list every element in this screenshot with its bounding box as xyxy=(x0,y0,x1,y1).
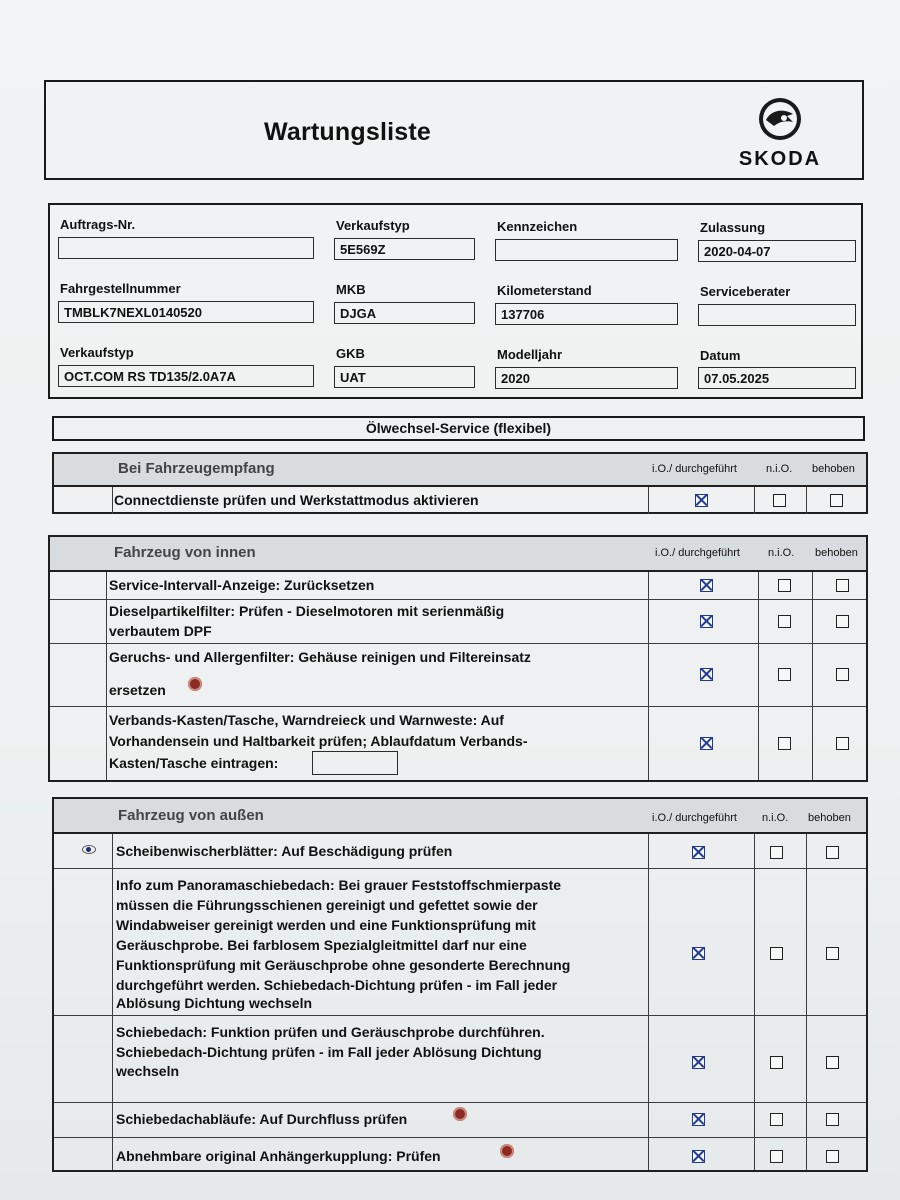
item-text-line1: Schiebedach: Funktion prüfen und Geräuschprobe durchführen. xyxy=(116,1024,545,1040)
gkb-label: GKB xyxy=(336,346,365,361)
nio-checkbox[interactable] xyxy=(770,947,783,960)
ok-checkbox[interactable] xyxy=(692,1056,705,1069)
datum-field[interactable]: 07.05.2025 xyxy=(698,367,856,389)
checklist-row xyxy=(54,869,866,1016)
checklist-row xyxy=(54,1103,866,1138)
checklist-row xyxy=(50,600,866,644)
ok-checkbox[interactable] xyxy=(700,668,713,681)
nio-checkbox[interactable] xyxy=(770,1113,783,1126)
verkaufstyp-text-label: Verkaufstyp xyxy=(60,345,134,360)
fixed-checkbox[interactable] xyxy=(826,1150,839,1163)
skoda-emblem-icon xyxy=(757,96,803,142)
item-text-line6: durchgeführt werden. Schiebedach-Dichtung prüfen - im Fall jeder xyxy=(116,977,558,993)
modelljahr-field[interactable]: 2020 xyxy=(495,367,678,389)
column-nio-header: n.i.O. xyxy=(762,812,789,824)
fixed-checkbox[interactable] xyxy=(826,947,839,960)
section-aussen xyxy=(52,797,868,1172)
fixed-checkbox[interactable] xyxy=(836,579,849,592)
column-ok-header: i.O./ durchgeführt xyxy=(655,547,740,559)
ok-checkbox[interactable] xyxy=(700,615,713,628)
gkb-field[interactable]: UAT xyxy=(334,366,475,388)
red-marker-icon xyxy=(188,677,202,691)
service-title: Ölwechsel-Service (flexibel) xyxy=(52,416,865,441)
red-marker-icon xyxy=(453,1107,467,1121)
item-text-line3: Windabweiser gereinigt werden und eine Funktionsprüfung mit xyxy=(116,917,536,933)
item-text: Service-Intervall-Anzeige: Zurücksetzen xyxy=(109,577,375,593)
verkaufstyp-code-label: Verkaufstyp xyxy=(336,218,410,233)
serviceberater-field[interactable] xyxy=(698,304,856,326)
fahrgestellnummer-label: Fahrgestellnummer xyxy=(60,281,181,296)
checklist-row xyxy=(50,707,866,780)
kennzeichen-label: Kennzeichen xyxy=(497,219,578,234)
section-fahrzeugempfang xyxy=(52,452,868,514)
nio-checkbox[interactable] xyxy=(770,846,783,859)
ok-checkbox[interactable] xyxy=(692,1150,705,1163)
page-title: Wartungsliste xyxy=(264,118,431,146)
item-text-line2: ersetzen xyxy=(109,682,166,698)
section-header xyxy=(54,799,866,834)
eye-icon xyxy=(82,845,96,854)
item-text-line1: Geruchs- und Allergenfilter: Gehäuse reinigen und Filtereinsatz xyxy=(109,649,531,665)
item-text-line2: Vorhandensein und Haltbarkeit prüfen; Ablaufdatum Verbands- xyxy=(109,733,528,749)
fixed-checkbox[interactable] xyxy=(826,1056,839,1069)
item-text-line1: Info zum Panoramaschiebedach: Bei grauer Feststoffschmierpaste xyxy=(116,877,562,893)
brand-name: SKODA xyxy=(738,148,822,170)
nio-checkbox[interactable] xyxy=(770,1056,783,1069)
item-text-line2: müssen die Führungsschienen gereinigt und gefettet sowie der xyxy=(116,897,538,913)
fixed-checkbox[interactable] xyxy=(830,494,843,507)
fixed-checkbox[interactable] xyxy=(836,668,849,681)
fixed-checkbox[interactable] xyxy=(826,1113,839,1126)
item-text-line4: Geräuschprobe. Bei farblosem Spezialgleitmittel darf nur eine xyxy=(116,937,527,953)
column-nio-header: n.i.O. xyxy=(768,547,795,559)
fahrgestellnummer-field[interactable]: TMBLK7NEXL0140520 xyxy=(58,301,314,323)
kilometerstand-label: Kilometerstand xyxy=(497,283,592,298)
section-header xyxy=(54,454,866,487)
item-text: Scheibenwischerblätter: Auf Beschädigung prüfen xyxy=(116,843,453,859)
mkb-field[interactable]: DJGA xyxy=(334,302,475,324)
nio-checkbox[interactable] xyxy=(778,668,791,681)
item-text: Abnehmbare original Anhängerkupplung: Prüfen xyxy=(116,1148,441,1164)
section-title: Fahrzeug von außen xyxy=(118,807,264,824)
kilometerstand-field[interactable]: 137706 xyxy=(495,303,678,325)
section-header xyxy=(50,537,866,572)
ok-checkbox[interactable] xyxy=(692,846,705,859)
column-nio-header: n.i.O. xyxy=(766,463,793,475)
auftrags-nr-label: Auftrags-Nr. xyxy=(60,217,136,232)
verkaufstyp-code-field[interactable]: 5E569Z xyxy=(334,238,475,260)
mkb-label: MKB xyxy=(336,282,366,297)
section-innen xyxy=(48,535,868,782)
column-fixed-header: behoben xyxy=(812,463,855,475)
item-text-line2: Schiebedach-Dichtung prüfen - im Fall jeder Ablösung Dichtung xyxy=(116,1044,542,1060)
red-marker-icon xyxy=(500,1144,514,1158)
item-text-line3: wechseln xyxy=(116,1063,180,1079)
fixed-checkbox[interactable] xyxy=(836,615,849,628)
auftrags-nr-field[interactable] xyxy=(58,237,314,259)
ok-checkbox[interactable] xyxy=(700,579,713,592)
kennzeichen-field[interactable] xyxy=(495,239,678,261)
checklist-row xyxy=(54,1016,866,1103)
section-title: Bei Fahrzeugempfang xyxy=(118,460,275,477)
checklist-row xyxy=(54,1138,866,1170)
verkaufstyp-text-field[interactable]: OCT.COM RS TD135/2.0A7A xyxy=(58,365,314,387)
datum-label: Datum xyxy=(700,348,741,363)
nio-checkbox[interactable] xyxy=(778,579,791,592)
nio-checkbox[interactable] xyxy=(770,1150,783,1163)
item-text-line3: Kasten/Tasche eintragen: xyxy=(109,755,279,771)
item-text-line5: Funktionsprüfung mit Geräuschprobe ohne gesonderte Berechnung xyxy=(116,957,571,973)
zulassung-field[interactable]: 2020-04-07 xyxy=(698,240,856,262)
nio-checkbox[interactable] xyxy=(778,615,791,628)
section-title: Fahrzeug von innen xyxy=(114,544,256,561)
checklist-row xyxy=(54,487,866,514)
vehicle-info-box xyxy=(48,203,863,399)
item-text-line1: Dieselpartikelfilter: Prüfen - Dieselmotoren mit serienmäßig xyxy=(109,603,505,619)
ok-checkbox[interactable] xyxy=(692,947,705,960)
item-text-line7: Ablösung Dichtung wechseln xyxy=(116,995,313,1011)
ok-checkbox[interactable] xyxy=(692,1113,705,1126)
brand-logo xyxy=(720,96,840,171)
column-ok-header: i.O./ durchgeführt xyxy=(652,463,737,475)
item-text: Connectdienste prüfen und Werkstattmodus aktivieren xyxy=(114,492,479,508)
checklist-row xyxy=(50,644,866,707)
item-text: Schiebedachabläufe: Auf Durchfluss prüfen xyxy=(116,1111,408,1127)
item-text-line2: verbautem DPF xyxy=(109,623,212,639)
nio-checkbox[interactable] xyxy=(773,494,786,507)
column-fixed-header: behoben xyxy=(808,812,851,824)
column-ok-header: i.O./ durchgeführt xyxy=(652,812,737,824)
checklist-row xyxy=(50,572,866,600)
serviceberater-label: Serviceberater xyxy=(700,284,791,299)
ok-checkbox[interactable] xyxy=(695,494,708,507)
modelljahr-label: Modelljahr xyxy=(497,347,563,362)
checklist-row xyxy=(54,834,866,869)
ok-checkbox[interactable] xyxy=(700,737,713,750)
column-fixed-header: behoben xyxy=(815,547,858,559)
zulassung-label: Zulassung xyxy=(700,220,766,235)
ablaufdatum-input[interactable] xyxy=(312,751,398,775)
nio-checkbox[interactable] xyxy=(778,737,791,750)
header-box xyxy=(44,80,864,180)
item-text-line1: Verbands-Kasten/Tasche, Warndreieck und Warnweste: Auf xyxy=(109,712,504,728)
fixed-checkbox[interactable] xyxy=(836,737,849,750)
fixed-checkbox[interactable] xyxy=(826,846,839,859)
